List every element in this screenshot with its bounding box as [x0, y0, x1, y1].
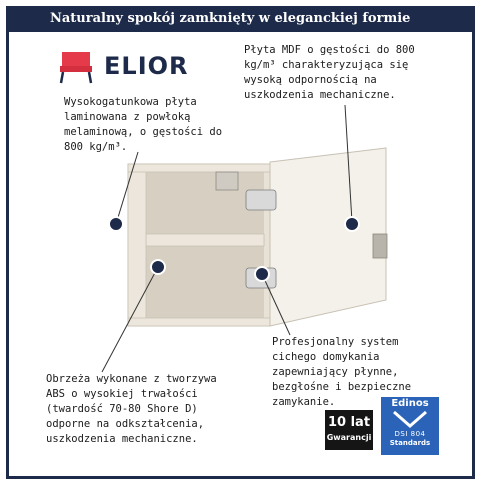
certification-standard: DSI 804: [394, 430, 426, 438]
certification-badge: [381, 397, 439, 455]
certification-brand: Edinos: [391, 398, 429, 409]
brand-logo-text: ELIOR: [104, 52, 189, 80]
feature-mdf-text: Płyta MDF o gęstości do 800 kg/m³ charakteryzująca się wysoką odpornością na uszkodzenia mechaniczne.: [244, 44, 415, 101]
warranty-years: 10 lat: [327, 415, 371, 430]
feature-melamine-text: Wysokogatunkowa płyta laminowana z powłoką melaminową, o gęstości do 800 kg/m³.: [64, 96, 223, 153]
certification-label: Standards: [389, 439, 431, 447]
check-mark-icon: [390, 410, 430, 428]
header-banner: Naturalny spokój zamknięty w eleganckiej formie: [6, 6, 475, 32]
feature-edges-text: Obrzeża wykonane z tworzywa ABS o wysokiej trwałości (twardość 70-80 Shore D) odporne na odkształcenia, uszkodzenia mechaniczne.: [46, 373, 217, 445]
warranty-badge: [325, 410, 373, 450]
warranty-label: Gwarancji: [326, 433, 372, 442]
feature-hinges-text: Profesjonalny system cichego domykania zapewniający płynne, bezgłośne i bezpieczne zamykanie.: [272, 336, 412, 408]
